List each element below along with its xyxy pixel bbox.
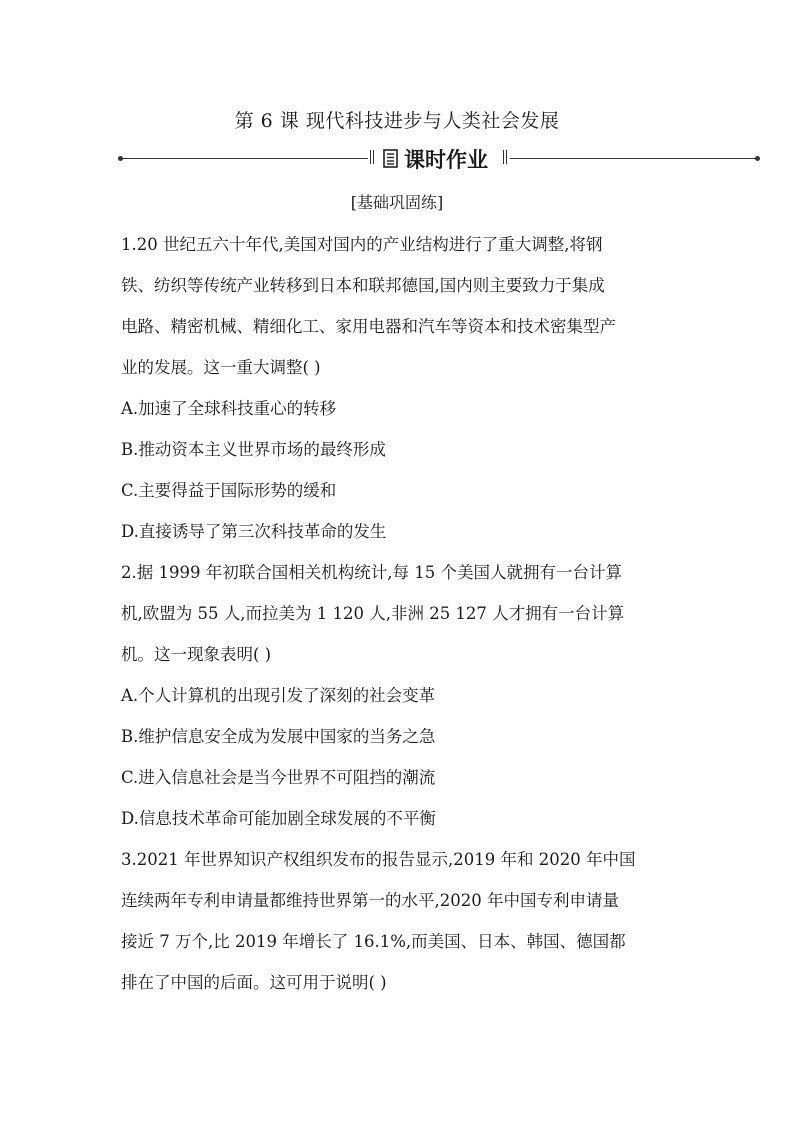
- section-banner: [118, 146, 760, 172]
- option-line: D.信息技术革命可能加剧全球发展的不平衡: [121, 809, 436, 828]
- section-heading: [基础巩固练]: [350, 193, 444, 212]
- banner-rule-left: [118, 158, 368, 159]
- text-line: 电路、精密机械、精细化工、家用电器和汽车等资本和技术密集型产: [121, 317, 616, 336]
- text-line: 连续两年专利申请量都维持世界第一的水平,2020 年中国专利申请量: [121, 891, 619, 910]
- banner-tick: [503, 150, 504, 164]
- option-line: D.直接诱导了第三次科技革命的发生: [121, 522, 387, 541]
- option-line: B.推动资本主义世界市场的最终形成: [121, 440, 386, 459]
- banner-rule-right: [510, 158, 758, 159]
- text-line: 2.据 1999 年初联合国相关机构统计,每 15 个美国人就拥有一台计算: [121, 563, 622, 582]
- banner-label: [382, 146, 488, 172]
- text-line: 机,欧盟为 55 人,而拉美为 1 120 人,非洲 25 127 人才拥有一台计算: [121, 604, 625, 623]
- text-line: 3.2021 年世界知识产权组织发布的报告显示,2019 年和 2020 年中国: [121, 850, 636, 869]
- option-line: A.加速了全球科技重心的转移: [121, 399, 337, 418]
- text-line: 接近 7 万个,比 2019 年增长了 16.1%,而美国、日本、韩国、德国都: [121, 932, 626, 951]
- question-list: [121, 224, 681, 1003]
- text-line: 铁、纺织等传统产业转移到日本和联邦德国,国内则主要致力于集成: [121, 276, 605, 295]
- text-line: 业的发展。这一重大调整( ): [121, 358, 321, 377]
- notebook-icon: [382, 149, 400, 169]
- text-line: 机。这一现象表明( ): [121, 645, 272, 664]
- banner-dot-right: [755, 156, 760, 161]
- option-line: B.维护信息安全成为发展中国家的当务之急: [121, 727, 436, 746]
- banner-tick: [370, 150, 371, 164]
- banner-text: 课时作业: [404, 148, 488, 172]
- banner-tick: [373, 150, 374, 164]
- option-line: A.个人计算机的出现引发了深刻的社会变革: [121, 686, 436, 705]
- option-line: C.进入信息社会是当今世界不可阻挡的潮流: [121, 768, 436, 787]
- text-line: 排在了中国的后面。这可用于说明( ): [121, 973, 387, 992]
- banner-tick: [506, 150, 507, 164]
- text-line: 1.20 世纪五六十年代,美国对国内的产业结构进行了重大调整,将钢: [121, 235, 603, 254]
- page-title: 第 6 课 现代科技进步与人类社会发展: [234, 110, 560, 132]
- option-line: C.主要得益于国际形势的缓和: [121, 481, 337, 500]
